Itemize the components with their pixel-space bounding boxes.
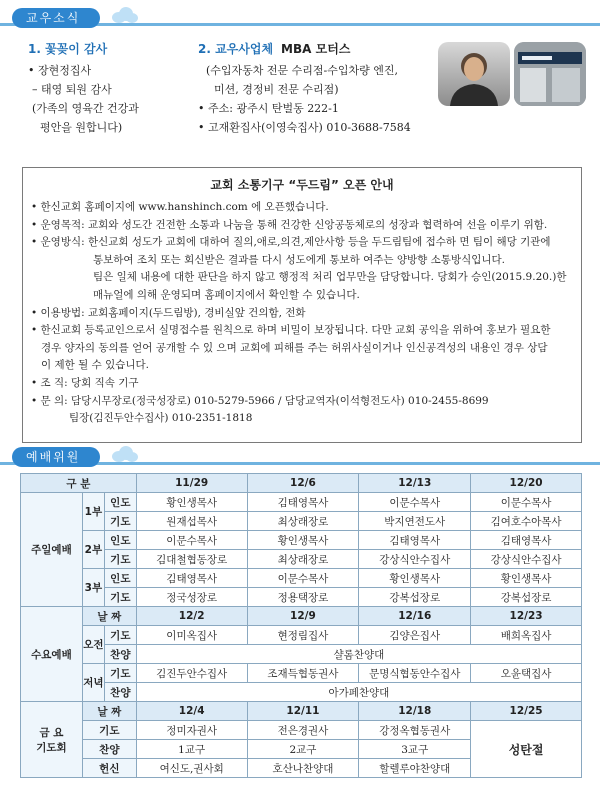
news-line: (가족의 영육간 건강과 <box>32 102 139 115</box>
table-cell: 황인생목사 <box>247 531 359 550</box>
friday-label-line: 기도회 <box>36 741 67 754</box>
table-cell: 최상래장로 <box>247 550 359 569</box>
date-label: 날 짜 <box>82 702 136 721</box>
news-section <box>0 32 600 152</box>
table-cell: 2교구 <box>247 740 359 759</box>
table-cell: 배희옥집사 <box>471 626 582 645</box>
header-cell: 구 분 <box>21 474 137 493</box>
table-row <box>21 607 582 626</box>
role-label: 기도 <box>104 588 136 607</box>
table-row <box>21 626 582 645</box>
news-line: – 태영 퇴원 감사 <box>32 83 112 96</box>
storefront-photo <box>514 42 586 106</box>
table-row <box>21 569 582 588</box>
table-cell: 이문수목사 <box>136 531 247 550</box>
date-cell: 12/20 <box>471 474 582 493</box>
notice-line: • 조 직: 당회 직속 기구 <box>31 376 139 389</box>
date-cell: 12/13 <box>359 474 471 493</box>
notice-line: 이 제한 될 수 있습니다. <box>41 359 149 372</box>
table-row <box>21 531 582 550</box>
news-line: (수입자동차 전문 수리점-수입차량 엔진, <box>206 64 399 77</box>
role-label: 기도 <box>82 721 136 740</box>
table-row <box>21 645 582 664</box>
table-cell: 황인생목사 <box>359 569 471 588</box>
notice-line: • 한신교회 홈페이지에 www.hanshinch.com 에 오픈했습니다. <box>31 201 329 213</box>
news-line: • 고재환집사(이영숙집사) 010-3688-7584 <box>198 121 411 134</box>
part-label: 1부 <box>82 493 104 531</box>
section-title-worship: 예배위원 <box>12 447 100 467</box>
date-cell: 12/2 <box>136 607 247 626</box>
sunday-service-label: 주일예배 <box>21 493 83 607</box>
table-cell: 1교구 <box>136 740 247 759</box>
role-label: 인도 <box>104 569 136 588</box>
table-cell: 할렐루야찬양대 <box>359 759 471 778</box>
date-cell: 11/29 <box>136 474 247 493</box>
cloud-icon <box>112 6 138 24</box>
business-name: MBA 모터스 <box>281 42 351 56</box>
table-cell: 이문수목사 <box>247 569 359 588</box>
table-cell: 강복섭장로 <box>471 588 582 607</box>
date-cell: 12/9 <box>247 607 359 626</box>
table-cell: 오윤택집사 <box>471 664 582 683</box>
person-photo <box>438 42 510 106</box>
notice-line: • 한신교회 등록교인으로서 실명접수를 원칙으로 하며 비밀이 보장됩니다. 다만 교회 공익을 위하여 홍보가 필요한 <box>31 324 551 337</box>
table-row <box>21 702 582 721</box>
table-cell: 김대철협동장로 <box>136 550 247 569</box>
table-cell: 3교구 <box>359 740 471 759</box>
table-row <box>21 474 582 493</box>
section-title-news: 교우소식 <box>12 8 100 28</box>
table-cell: 전은경권사 <box>247 721 359 740</box>
notice-line: 경우 양자의 동의를 얻어 공개할 수 있 으며 교회에 피해를 주는 허위사실이거나 인신공격성의 내용인 경우 상담 <box>41 341 548 354</box>
notice-line: • 운영방식: 한신교회 성도가 교회에 대하여 질의,애로,의견,제안사항 등을 두드림팀에 접수하 면 팀이 해당 기관에 <box>31 236 551 249</box>
news-item-flower <box>28 40 198 137</box>
role-label: 기도 <box>104 626 136 645</box>
news-item-heading: 1. 꽃꽂이 감사 <box>28 42 108 56</box>
table-cell: 강복섭장로 <box>359 588 471 607</box>
news-line: • 주소: 광주시 탄벌동 222-1 <box>198 102 339 115</box>
table-cell: 문명식협동안수집사 <box>359 664 471 683</box>
table-row <box>21 588 582 607</box>
wednesday-service-label: 수요예배 <box>21 607 83 702</box>
notice-line: • 문 의: 담당시무장로(정국성장로) 010-5279-5966 / 담당교역자(이석형전도사) 010-2455-8699 <box>31 394 489 407</box>
section-header-worship <box>0 445 600 469</box>
role-label: 기도 <box>104 664 136 683</box>
table-row <box>21 721 582 740</box>
table-cell: 강상식안수집사 <box>471 550 582 569</box>
table-cell: 황인생목사 <box>136 493 247 512</box>
part-label: 2부 <box>82 531 104 569</box>
table-cell: 이미옥집사 <box>136 626 247 645</box>
table-cell: 최상래장로 <box>247 512 359 531</box>
table-cell: 이문수목사 <box>359 493 471 512</box>
section-header-news <box>0 6 600 30</box>
notice-line: 팀장(김진두안수집사) 010-2351-1818 <box>69 412 253 425</box>
date-cell: 12/18 <box>359 702 471 721</box>
session-label: 오전 <box>82 626 104 664</box>
table-cell: 여신도,권사회 <box>136 759 247 778</box>
table-cell: 정용택장로 <box>247 588 359 607</box>
news-item-heading <box>198 40 438 57</box>
notice-title: 교회 소통기구 “두드림” 오픈 안내 <box>210 178 394 192</box>
cloud-icon <box>112 445 138 463</box>
table-cell: 정미자권사 <box>136 721 247 740</box>
notice-line: 팀은 일체 내용에 대한 판단을 하지 않고 행정적 처리 업무만을 담당합니다. 당회가 승인(2015.9.20.)한 <box>93 271 567 284</box>
notice-line: 매뉴얼에 의해 운영되며 홈페이지에서 확인할 수 있습니다. <box>93 288 360 301</box>
role-label: 기도 <box>104 512 136 531</box>
role-label: 헌신 <box>82 759 136 778</box>
table-row <box>21 683 582 702</box>
table-cell: 박지연전도사 <box>359 512 471 531</box>
business-heading: 2. 교우사업체 <box>198 42 274 56</box>
date-cell: 12/23 <box>471 607 582 626</box>
table-cell: 현정림집사 <box>247 626 359 645</box>
news-line: • 장현정집사 <box>28 64 92 77</box>
table-cell: 강정옥협동권사 <box>359 721 471 740</box>
table-cell: 호산나찬양대 <box>247 759 359 778</box>
notice-box <box>22 167 582 443</box>
role-label: 찬양 <box>82 740 136 759</box>
table-cell: 김태영목사 <box>471 531 582 550</box>
table-cell: 강상식안수집사 <box>359 550 471 569</box>
table-row <box>21 664 582 683</box>
worship-committee-table <box>20 473 582 778</box>
friday-label-line: 금 요 <box>39 726 64 739</box>
table-cell: 이문수목사 <box>471 493 582 512</box>
friday-prayer-label <box>21 702 83 778</box>
date-cell: 12/6 <box>247 474 359 493</box>
table-cell: 김태영목사 <box>359 531 471 550</box>
session-label: 저녁 <box>82 664 104 702</box>
date-cell: 12/25 <box>471 702 582 721</box>
table-cell: 샬롬찬양대 <box>136 645 581 664</box>
role-label: 찬양 <box>104 683 136 702</box>
date-cell: 12/4 <box>136 702 247 721</box>
table-cell: 김여호수아목사 <box>471 512 582 531</box>
table-row <box>21 550 582 569</box>
table-cell: 김양은집사 <box>359 626 471 645</box>
table-cell: 김태영목사 <box>136 569 247 588</box>
date-cell: 12/16 <box>359 607 471 626</box>
table-cell: 원재섭목사 <box>136 512 247 531</box>
news-line: 미션, 경정비 전문 수리점) <box>214 83 339 96</box>
notice-line: • 이용방법: 교회홈페이지(두드림방), 경비실앞 건의함, 전화 <box>31 306 306 319</box>
table-cell: 김진두안수집사 <box>136 664 247 683</box>
role-label: 기도 <box>104 550 136 569</box>
notice-line: • 운영목적: 교회와 성도간 건전한 소통과 나눔을 통해 건강한 신앙공동체로의 성장과 협력하여 선을 이루기 위함. <box>31 218 548 231</box>
notice-line: 통보하여 조치 또는 회신받은 결과를 다시 성도에게 통보하 여주는 양방향 소통방식입니다. <box>93 253 506 266</box>
news-line: 평안을 원합니다) <box>40 121 123 134</box>
date-label: 날 짜 <box>82 607 136 626</box>
role-label: 인도 <box>104 493 136 512</box>
table-cell: 조재득협동권사 <box>247 664 359 683</box>
part-label: 3부 <box>82 569 104 607</box>
table-cell: 정국성장로 <box>136 588 247 607</box>
table-row <box>21 493 582 512</box>
table-cell: 황인생목사 <box>471 569 582 588</box>
table-row <box>21 512 582 531</box>
news-item-business <box>198 40 438 137</box>
christmas-cell: 성탄절 <box>471 721 582 778</box>
table-cell: 아가페찬양대 <box>136 683 581 702</box>
date-cell: 12/11 <box>247 702 359 721</box>
table-cell: 김태영목사 <box>247 493 359 512</box>
role-label: 인도 <box>104 531 136 550</box>
role-label: 찬양 <box>104 645 136 664</box>
